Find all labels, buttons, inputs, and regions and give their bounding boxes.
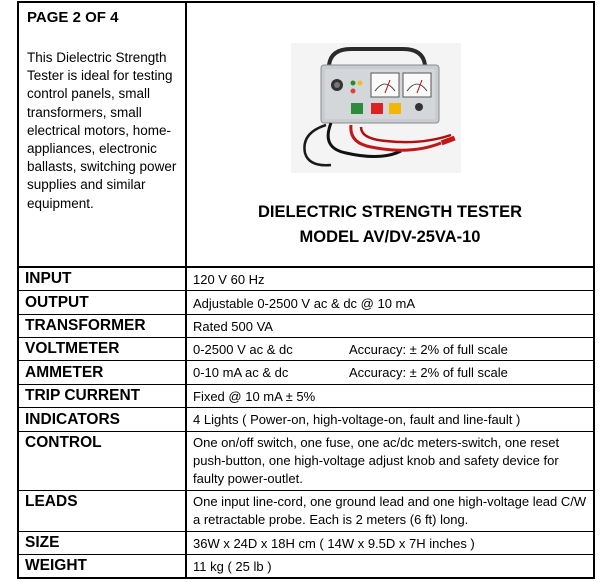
dielectric-tester-photo [291, 43, 461, 173]
row-divider [19, 314, 593, 315]
spec-label-voltmeter: VOLTMETER [25, 340, 120, 357]
product-title: DIELECTRIC STRENGTH TESTER [257, 203, 522, 221]
spec-label-trip-current: TRIP CURRENT [25, 387, 141, 404]
spec-value-leads: One input line-cord, one ground lead and one high-voltage lead C/W a retractable probe. Each is 2 meters (6 ft) long. [193, 494, 587, 527]
spec-value-weight: 11 kg ( 25 lb ) [193, 559, 272, 574]
product-model: MODEL AV/DV-25VA-10 [299, 228, 481, 246]
row-divider [19, 290, 593, 291]
spec-label-weight: WEIGHT [25, 557, 87, 574]
row-divider [19, 554, 593, 555]
intro-text: This Dielectric Strength Tester is ideal for testing control panels, small transformers, small electrical motors, home-appliances, electronic ballasts, switching power supplies and similar equipment. [27, 50, 177, 211]
page-label: PAGE 2 OF 4 [27, 9, 119, 26]
row-divider [19, 337, 593, 338]
spec-label-output: OUTPUT [25, 294, 89, 311]
spec-label-transformer: TRANSFORMER [25, 317, 146, 334]
spec-value-transformer: Rated 500 VA [193, 319, 273, 334]
header-divider [19, 266, 593, 268]
spec-accuracy-voltmeter: Accuracy: ± 2% of full scale [349, 342, 508, 357]
spec-sheet [17, 1, 595, 579]
spec-label-size: SIZE [25, 534, 60, 551]
spec-value-voltmeter: 0-2500 V ac & dc [193, 342, 293, 357]
row-divider [19, 407, 593, 408]
spec-label-control: CONTROL [25, 434, 102, 451]
spec-value-trip-current: Fixed @ 10 mA ± 5% [193, 389, 316, 404]
spec-label-leads: LEADS [25, 493, 78, 510]
row-divider [19, 490, 593, 491]
spec-value-input: 120 V 60 Hz [193, 272, 265, 287]
spec-label-indicators: INDICATORS [25, 411, 121, 428]
spec-value-indicators: 4 Lights ( Power-on, high-voltage-on, fault and line-fault ) [193, 412, 521, 427]
spec-accuracy-ammeter: Accuracy: ± 2% of full scale [349, 365, 508, 380]
spec-label-ammeter: AMMETER [25, 364, 104, 381]
spec-value-ammeter: 0-10 mA ac & dc [193, 365, 289, 380]
row-divider [19, 384, 593, 385]
spec-value-output: Adjustable 0-2500 V ac & dc @ 10 mA [193, 296, 416, 311]
row-divider [19, 360, 593, 361]
spec-value-size: 36W x 24D x 18H cm ( 14W x 9.5D x 7H inches ) [193, 536, 475, 551]
spec-value-control: One on/off switch, one fuse, one ac/dc meters-switch, one reset push-button, one high-voltage adjust knob and safety device for faulty power-outlet. [193, 435, 560, 486]
row-divider [19, 431, 593, 432]
row-divider [19, 531, 593, 532]
spec-label-input: INPUT [25, 270, 72, 287]
